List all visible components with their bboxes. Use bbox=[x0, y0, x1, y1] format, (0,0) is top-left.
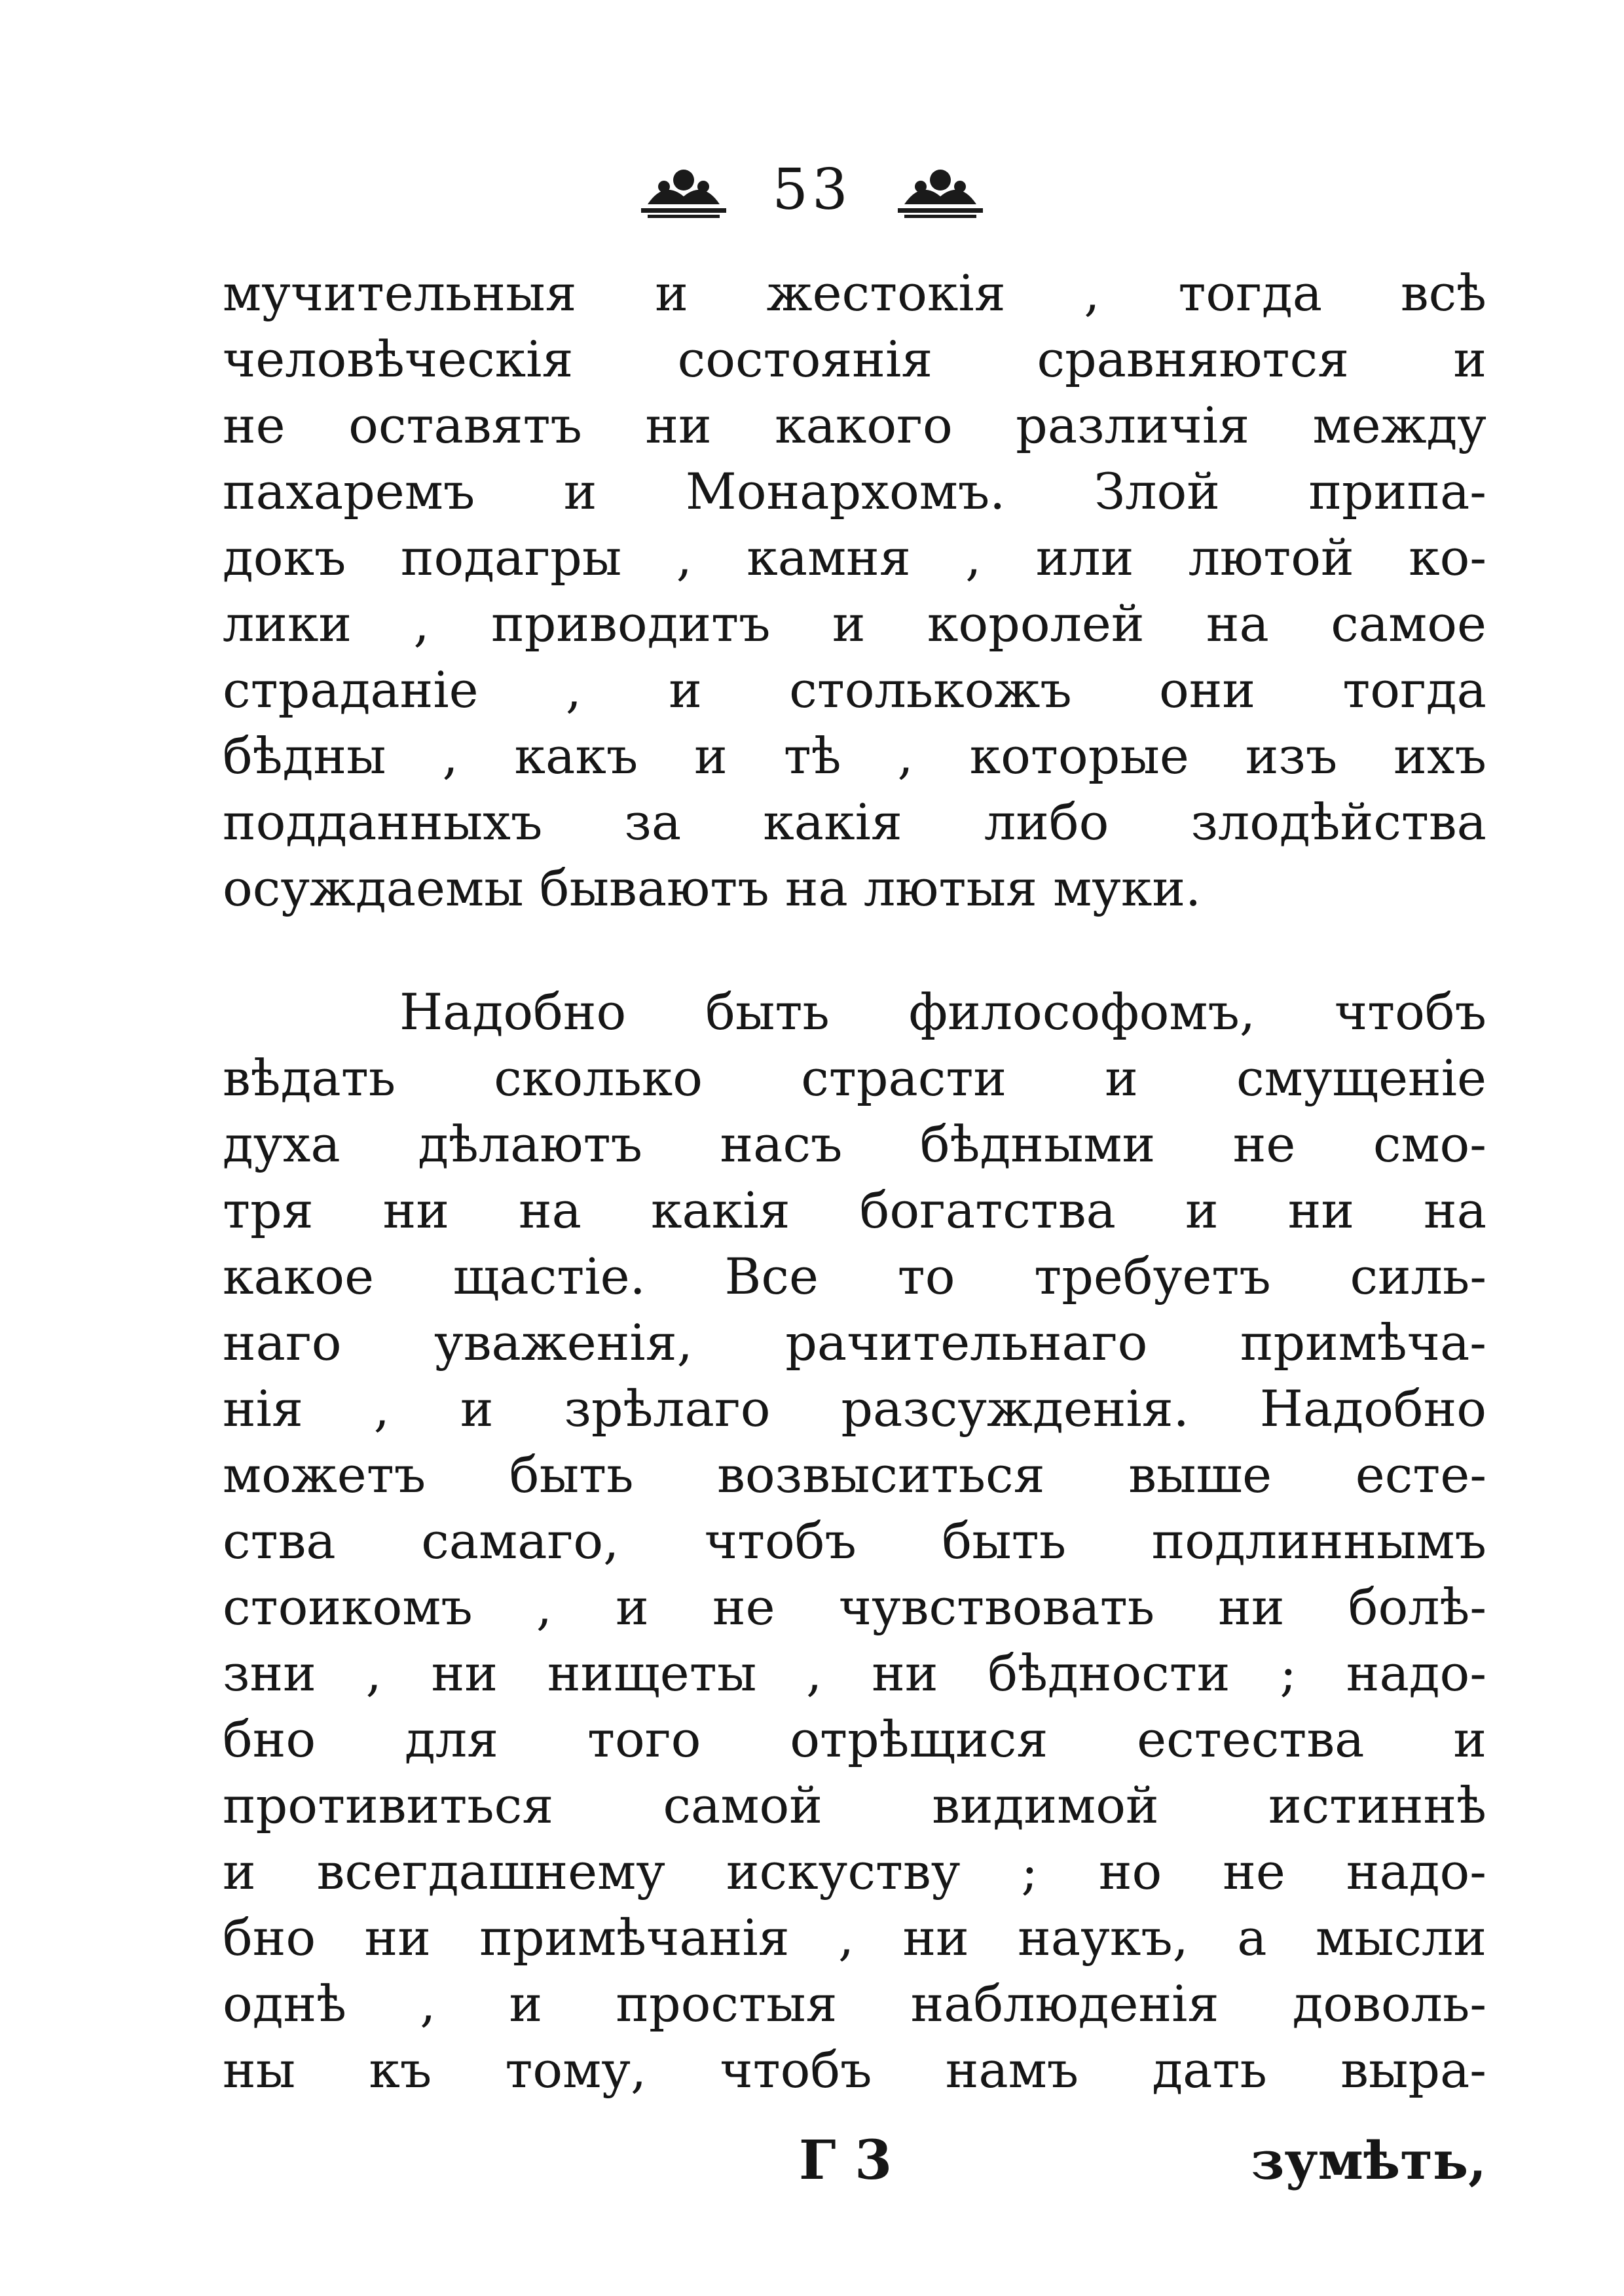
text-line: ны къ тому, чтобъ намъ дать выра- bbox=[223, 2041, 1486, 2099]
text-line: однѣ , и простыя наблюденія доволь- bbox=[223, 1975, 1486, 2033]
text-line: стоикомъ , и не чувствовать ни болѣ- bbox=[223, 1578, 1486, 1636]
text-line: лики , приводитъ и королей на самое bbox=[223, 594, 1486, 653]
text-line: ства самаго, чтобъ быть подлиннымъ bbox=[223, 1512, 1486, 1570]
text-line: противиться самой видимой истиннѣ bbox=[223, 1776, 1486, 1834]
text-line: пахаремъ и Монархомъ. Злой припа- bbox=[223, 462, 1486, 520]
text-line: вѣдать сколько страсти и смущеніе bbox=[223, 1049, 1486, 1107]
text-line: подданныхъ за какія либо злодѣйства bbox=[223, 793, 1486, 851]
text-line: осуждаемы бываютъ на лютыя муки. bbox=[223, 859, 1202, 917]
paragraph bbox=[223, 979, 1486, 2103]
crown-ornament-icon bbox=[635, 157, 733, 223]
paragraph-continued bbox=[223, 260, 1486, 921]
text-line: Надобно быть философомъ, чтобъ bbox=[399, 983, 1486, 1041]
text-line: тря ни на какія богатства и ни на bbox=[223, 1181, 1486, 1239]
text-line: нія , и зрѣлаго разсужденія. Надобно bbox=[223, 1379, 1486, 1438]
text-line: бно ни примѣчанія , ни наукъ, а мысли bbox=[223, 1908, 1486, 1967]
page-footer bbox=[0, 2121, 1624, 2200]
text-line: какое щастіе. Все то требуетъ силь- bbox=[223, 1247, 1486, 1305]
signature-mark: Г 3 bbox=[799, 2129, 893, 2192]
text-line: можетъ быть возвыситься выше есте- bbox=[223, 1446, 1486, 1504]
text-line: человѣческія состоянія сравняются и bbox=[223, 330, 1486, 388]
text-line: докъ подагры , камня , или лютой ко- bbox=[223, 528, 1486, 587]
text-line: страданіе , и столькожъ они тогда bbox=[223, 661, 1486, 719]
text-line: бѣдны , какъ и тѣ , которые изъ ихъ bbox=[223, 727, 1486, 785]
text-line: зни , ни нищеты , ни бѣдности ; надо- bbox=[223, 1644, 1486, 1702]
text-line: наго уваженія, рачительнаго примѣча- bbox=[223, 1313, 1486, 1372]
text-line: не оставятъ ни какого различія между bbox=[223, 396, 1486, 454]
text-line: бно для того отрѣщися естества и bbox=[223, 1710, 1486, 1768]
page-header bbox=[0, 141, 1624, 239]
text-line: духа дѣлаютъ насъ бѣдными не смо- bbox=[223, 1115, 1486, 1173]
page-number: 53 bbox=[772, 157, 852, 223]
catchword: зумѣть, bbox=[1251, 2130, 1486, 2191]
crown-ornament-icon bbox=[891, 157, 989, 223]
text-line: мучительныя и жестокія , тогда всѣ bbox=[223, 264, 1486, 322]
text-line: и всегдашнему искуству ; но не надо- bbox=[223, 1842, 1486, 1901]
